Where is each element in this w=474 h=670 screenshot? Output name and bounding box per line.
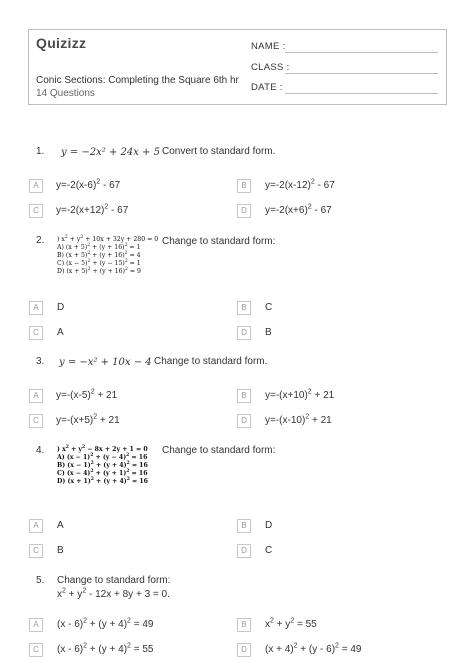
option-text[interactable]: $y=-(x-10)^2 + 21$ — [265, 413, 332, 426]
option-letter-box[interactable]: A — [29, 618, 43, 632]
option-text[interactable]: $(x - 6)^2 + (y + 4)^2 = 49$ — [57, 617, 154, 630]
question-equation: y = −2x² + 24x + 5 — [61, 147, 160, 158]
option-letter-box[interactable]: C — [29, 643, 43, 657]
option-letter-box[interactable]: B — [237, 618, 251, 632]
question-number: 2. — [36, 235, 45, 246]
option-letter-box[interactable]: D — [237, 326, 251, 340]
option-letter-box[interactable]: D — [237, 414, 251, 428]
option-text[interactable]: A — [57, 327, 64, 338]
question-prompt: Convert to standard form. — [162, 146, 276, 157]
option-text[interactable]: $y=-(x+5)^2 + 21$ — [56, 413, 120, 426]
question-prompt: Change to standard form: — [162, 236, 276, 247]
option-letter-box[interactable]: A — [29, 389, 43, 403]
option-text[interactable]: D — [57, 302, 65, 313]
option-text[interactable]: $y=-2(x-12)^2 - 67$ — [265, 178, 335, 191]
question-number: 3. — [36, 356, 45, 367]
worksheet-title: Conic Sections: Completing the Square 6th hr — [36, 75, 239, 86]
option-text[interactable]: B — [265, 327, 272, 338]
question-image: ) $x^2 + y^2 - 8x + 2y + 1 = 0$ A) $(x - 1)^2 + (y - 4)^2 = 16$ B) $(x - 1)^2 + (y + 4)^2 = 16$ C) $(x - 4)^2 + (y + 1)^2 = 16$ D) $(x + 1)^2 + (y + 4)^2 = 16$ — [57, 444, 148, 485]
option-letter-box[interactable]: D — [237, 544, 251, 558]
option-text[interactable]: $(x + 4)^2 + (y - 6)^2 = 49$ — [265, 642, 362, 655]
name-field[interactable] — [285, 52, 438, 53]
quizizz-logo: Quizizz — [36, 35, 87, 51]
question-equation: $x^2 + y^2 - 12x + 8y + 3 = 0$. — [57, 587, 170, 600]
option-text[interactable]: $y=-2(x+6)^2 - 67$ — [265, 203, 332, 216]
option-letter-box[interactable]: D — [237, 643, 251, 657]
question-number: 1. — [36, 146, 45, 157]
option-text[interactable]: $y=-(x+10)^2 + 21$ — [265, 388, 335, 401]
option-text[interactable]: $y=-(x-5)^2 + 21$ — [56, 388, 118, 401]
question-image: ) $x^2 + y^2 + 10x + 32y + 280 = 0$ A) $(x + 5)^2 + (y + 16)^2 = 1$ B) $(x + 5)^2 + (y + 16)^2 = 4$ C) $(x - 5)^2 + (y - 15)^2 = 1$ D) $(x + 5)^2 + (y + 16)^2 = 9$ — [57, 234, 159, 275]
option-letter-box[interactable]: C — [29, 544, 43, 558]
option-text[interactable]: $y=-2(x+12)^2 - 67$ — [56, 203, 129, 216]
option-letter-box[interactable]: C — [29, 326, 43, 340]
option-text[interactable]: $y=-2(x-6)^2 - 67$ — [56, 178, 121, 191]
option-letter-box[interactable]: A — [29, 301, 43, 315]
option-letter-box[interactable]: B — [237, 389, 251, 403]
option-letter-box[interactable]: B — [237, 179, 251, 193]
date-field[interactable] — [285, 93, 438, 94]
option-text[interactable]: C — [265, 545, 273, 556]
option-letter-box[interactable]: A — [29, 179, 43, 193]
date-label: DATE : — [251, 82, 283, 93]
option-letter-box[interactable]: B — [237, 519, 251, 533]
class-field[interactable] — [285, 73, 438, 74]
class-label: CLASS : — [251, 62, 290, 73]
option-text[interactable]: B — [57, 545, 64, 556]
option-text[interactable]: A — [57, 520, 64, 531]
option-text[interactable]: C — [265, 302, 273, 313]
question-number: 5. — [36, 575, 45, 586]
option-letter-box[interactable]: C — [29, 414, 43, 428]
question-prompt: Change to standard form: — [57, 575, 171, 586]
option-text[interactable]: D — [265, 520, 273, 531]
question-number: 4. — [36, 445, 45, 456]
name-label: NAME : — [251, 41, 286, 52]
option-letter-box[interactable]: C — [29, 204, 43, 218]
option-text[interactable]: $(x - 6)^2 + (y + 4)^2 = 55$ — [57, 642, 154, 655]
worksheet-question-count: 14 Questions — [36, 88, 95, 99]
option-text[interactable]: $x^2 + y^2 = 55$ — [265, 617, 317, 630]
option-letter-box[interactable]: B — [237, 301, 251, 315]
question-prompt: Change to standard form. — [154, 356, 268, 367]
option-letter-box[interactable]: D — [237, 204, 251, 218]
question-prompt: Change to standard form: — [162, 445, 276, 456]
option-letter-box[interactable]: A — [29, 519, 43, 533]
question-equation: y = −x² + 10x − 4 — [59, 357, 152, 368]
